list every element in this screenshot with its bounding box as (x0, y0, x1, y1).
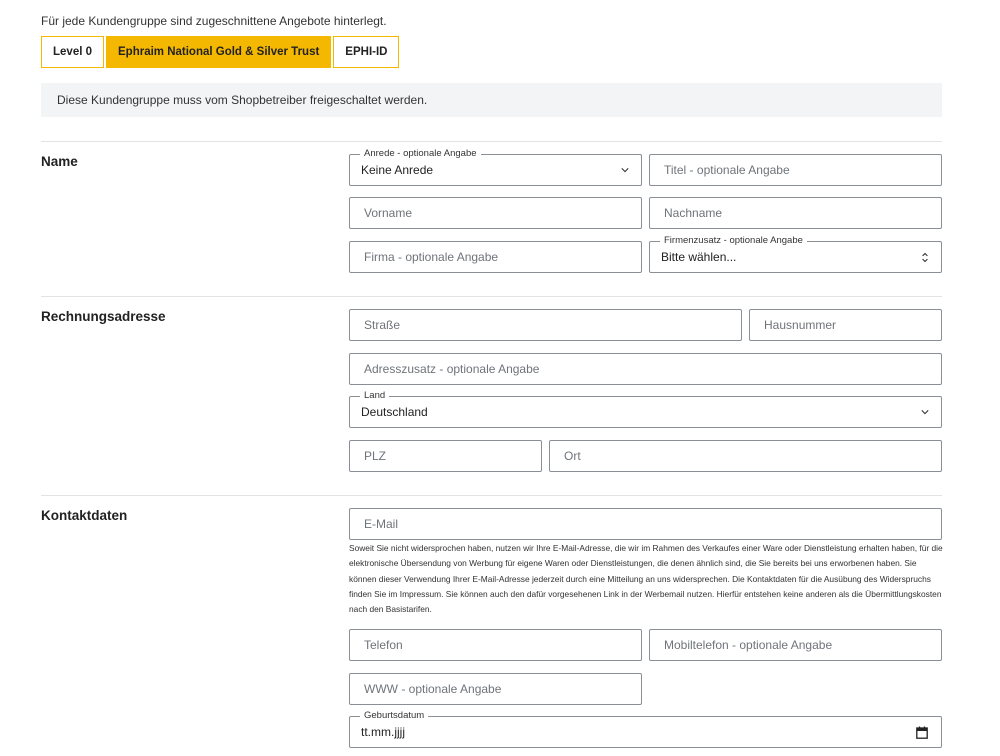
address-addition-placeholder: Adresszusatz - optionale Angabe (364, 362, 540, 376)
tab-ephraim-national[interactable]: Ephraim National Gold & Silver Trust (106, 36, 331, 68)
country-label: Land (360, 390, 389, 402)
chevron-down-icon (921, 408, 929, 416)
calendar-icon[interactable] (916, 726, 928, 739)
email-placeholder: E-Mail (364, 517, 399, 531)
postal-code-field[interactable] (349, 440, 542, 472)
postal-code-placeholder: PLZ (364, 449, 387, 463)
country-value: Deutschland (361, 405, 428, 419)
mobile-placeholder: Mobiltelefon - optionale Angabe (664, 638, 833, 652)
customer-group-tabs (41, 36, 399, 68)
birthdate-value: tt.mm.jjjj (361, 725, 405, 739)
website-placeholder: WWW - optionale Angabe (364, 682, 502, 696)
section-divider (41, 141, 942, 142)
approval-notice (41, 83, 942, 117)
street-field[interactable] (349, 309, 742, 341)
address-addition-field[interactable] (349, 353, 942, 385)
birthdate-field[interactable] (349, 710, 942, 748)
section-title-contact: Kontaktdaten (41, 508, 128, 523)
intro-text: Für jede Kundengruppe sind zugeschnittene Angebote hinterlegt. (41, 14, 387, 28)
title-placeholder: Titel - optionale Angabe (664, 163, 790, 177)
salutation-label: Anrede - optionale Angabe (360, 148, 481, 160)
approval-notice-text: Diese Kundengruppe muss vom Shopbetreiber freigeschaltet werden. (57, 93, 428, 107)
mobile-field[interactable] (649, 629, 942, 661)
birthdate-label: Geburtsdatum (360, 710, 428, 722)
first-name-placeholder: Vorname (364, 206, 413, 220)
company-suffix-value: Bitte wählen... (661, 250, 737, 264)
tab-level-0[interactable]: Level 0 (41, 36, 104, 68)
phone-placeholder: Telefon (364, 638, 403, 652)
phone-field[interactable] (349, 629, 642, 661)
salutation-select[interactable] (349, 148, 642, 186)
city-placeholder: Ort (564, 449, 581, 463)
section-title-name: Name (41, 154, 78, 169)
last-name-field[interactable] (649, 197, 942, 229)
email-advertising-notice: Soweit Sie nicht widersprochen haben, nutzen wir Ihre E-Mail-Adresse, die wir im Rahmen des Verkaufes einer Ware oder Dienstleistung erhalten haben, für die elektronische Übersendung von Werbung für eigene Waren oder Dienstleistungen, die denen ähnlich sind, die Sie bereits bei uns erworbenen haben. Sie können dieser Verwendung Ihrer E-Mail-Adresse jederzeit durch eine Mitteilung an uns widersprechen. Die Kontaktdaten für die Ausübung des Widerspruchs finden Sie im Impressum. Sie können auch den dafür vorgesehenen Link in der Werbemail nutzen. Hierfür entstehen keine anderen als die Übermittlungskosten nach den Basistarifen. (349, 543, 943, 615)
house-number-field[interactable] (749, 309, 942, 341)
first-name-field[interactable] (349, 197, 642, 229)
section-title-address: Rechnungsadresse (41, 309, 166, 324)
salutation-value: Keine Anrede (361, 163, 434, 177)
company-suffix-select[interactable] (649, 235, 942, 273)
title-field[interactable] (649, 154, 942, 186)
website-field[interactable] (349, 673, 642, 705)
city-field[interactable] (549, 440, 942, 472)
email-field[interactable] (349, 508, 942, 540)
company-placeholder: Firma - optionale Angabe (364, 250, 499, 264)
select-arrows-icon (921, 252, 929, 263)
company-suffix-label: Firmenzusatz - optionale Angabe (660, 235, 807, 247)
house-number-placeholder: Hausnummer (764, 318, 837, 332)
company-field[interactable] (349, 241, 642, 273)
chevron-down-icon (621, 166, 629, 174)
section-divider (41, 296, 942, 297)
tab-ephi-id[interactable]: EPHI-ID (333, 36, 399, 68)
section-divider (41, 495, 942, 496)
country-select[interactable] (349, 390, 942, 428)
last-name-placeholder: Nachname (664, 206, 723, 220)
street-placeholder: Straße (364, 318, 401, 332)
